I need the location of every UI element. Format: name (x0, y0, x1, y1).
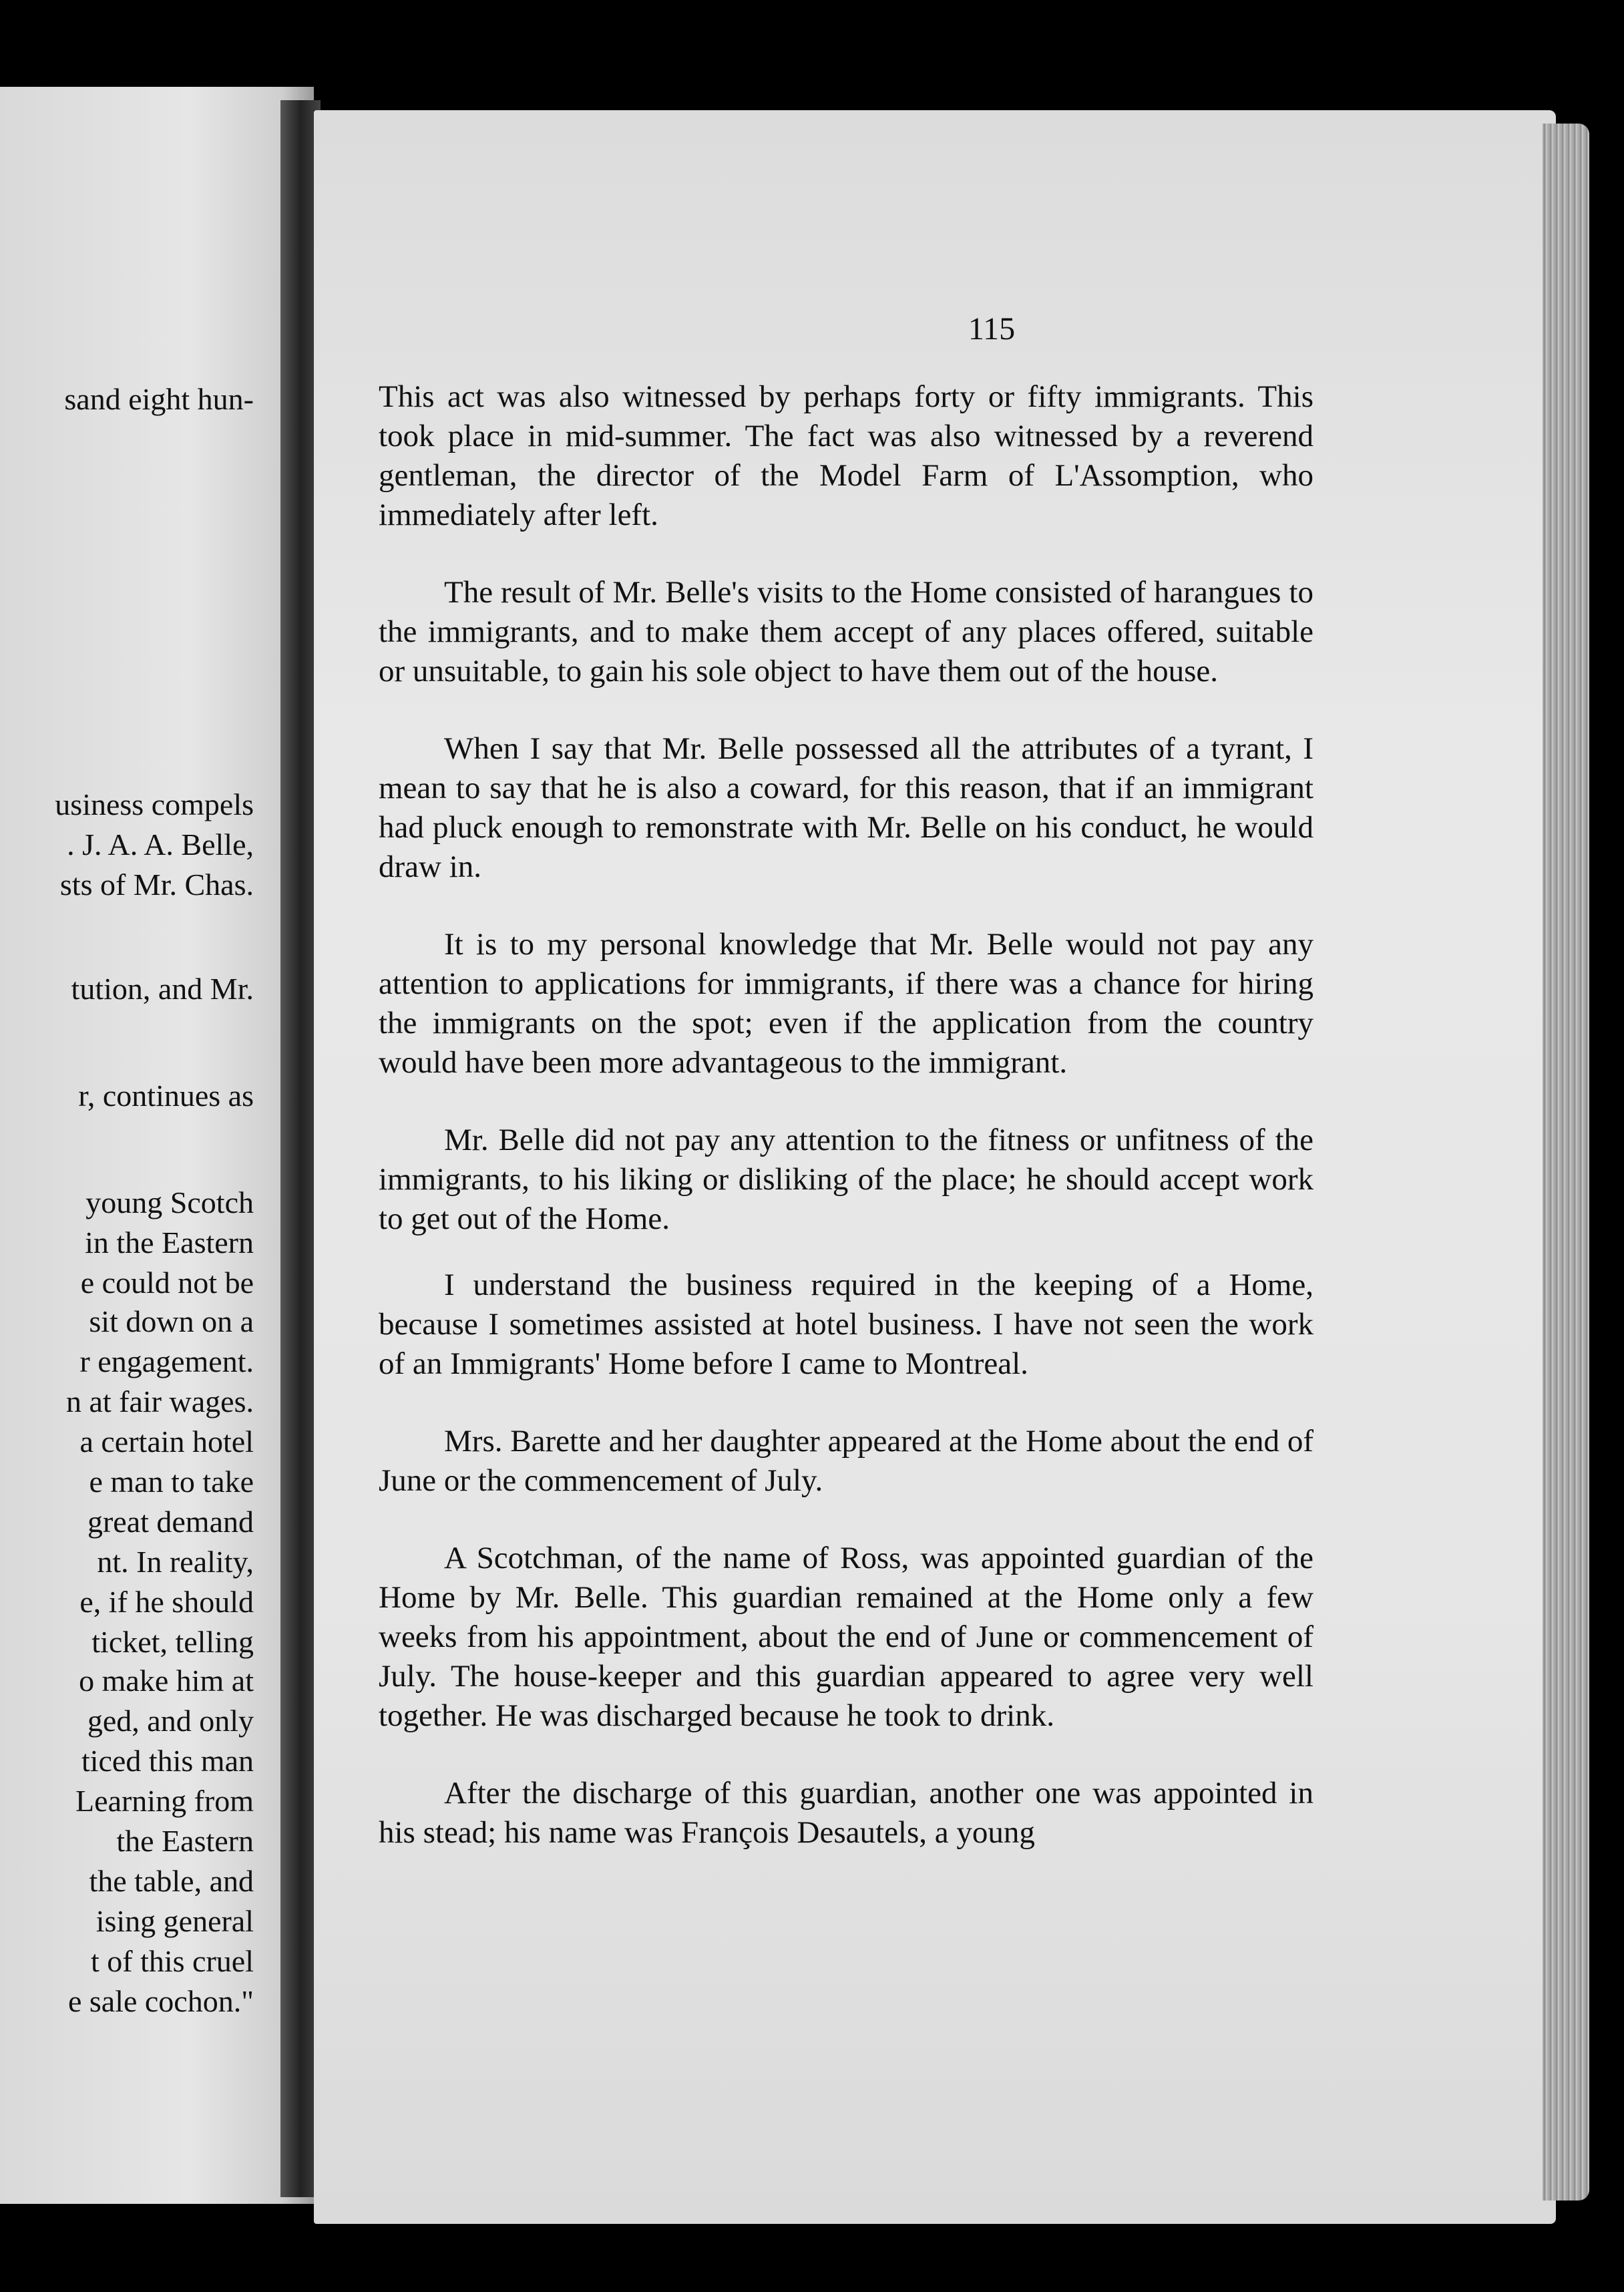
left-page-line: a certain hotel (79, 1424, 254, 1459)
left-page-line: e, if he should (79, 1585, 254, 1619)
left-page-line: nt. In reality, (97, 1545, 254, 1579)
left-page-line: Learning from (75, 1784, 254, 1818)
left-page-line: ising general (95, 1904, 254, 1938)
left-page-line: usiness compels (55, 787, 254, 821)
left-page-line: great demand (87, 1505, 254, 1539)
left-page-line: tution, and Mr. (71, 972, 254, 1006)
body-text (379, 377, 1313, 1891)
page-number: 115 (968, 311, 1016, 347)
scan-border (0, 2224, 1624, 2292)
left-page-line: e could not be (80, 1266, 254, 1300)
right-page (314, 110, 1556, 2224)
left-page-line: sts of Mr. Chas. (59, 868, 254, 902)
left-page-line: ticket, telling (91, 1625, 254, 1659)
left-page-line: sit down on a (89, 1304, 254, 1338)
paragraph: When I say that Mr. Belle possessed all the attributes of a tyrant, I mean to say that he is also a coward, for this reason, that if an immigrant had pluck enough to remonstrate with Mr. Belle on his conduct, he would draw in. (379, 731, 1313, 884)
left-page-line: ticed this man (81, 1744, 254, 1778)
left-page-line: o make him at (79, 1664, 254, 1698)
left-page-line: e man to take (89, 1465, 254, 1499)
left-page-line: sand eight hun- (64, 382, 254, 416)
left-page-line: in the Eastern (85, 1225, 254, 1260)
paragraph: This act was also witnessed by perhaps forty or fifty immigrants. This took place in mid-summer. The fact was also witnessed by a reverend gentleman, the director of the Model Farm of L'Assomption, who immediately after left. (379, 379, 1313, 532)
left-page-line: e sale cochon." (67, 1984, 254, 2018)
left-page-line: ged, and only (87, 1704, 254, 1738)
left-page-line: the table, and (89, 1864, 254, 1898)
paragraph: I understand the business required in the keeping of a Home, because I sometimes assisted at hotel business. I have not seen the work of an Immigrants' Home before I came to Montreal. (379, 1268, 1313, 1381)
left-page-line: r, continues as (78, 1079, 254, 1113)
left-page-line: t of this cruel (91, 1944, 254, 1978)
paragraph: After the discharge of this guardian, another one was appointed in his stead; his name was François Desautels, a young (379, 1776, 1313, 1850)
page-edges (1543, 124, 1589, 2201)
paragraph: Mr. Belle did not pay any attention to the fitness or unfitness of the immigrants, to his liking or disliking of the place; he should accept work to get out of the Home. (379, 1123, 1313, 1236)
left-page-line: r engagement. (79, 1344, 254, 1378)
left-page (0, 87, 314, 2204)
paragraph: A Scotchman, of the name of Ross, was appointed guardian of the Home by Mr. Belle. This guardian remained at the Home only a few weeks from his appointment, about the end of June or commencement of July. The house-keeper and this guardian appeared to agree very well together. He was discharged because he took to drink. (379, 1541, 1313, 1733)
paragraph: The result of Mr. Belle's visits to the Home consisted of harangues to the immigrants, and to make them accept of any places offered, suitable or unsuitable, to gain his sole object to have them out of the house. (379, 575, 1313, 689)
left-page-line: the Eastern (116, 1824, 254, 1858)
paragraph: It is to my personal knowledge that Mr. Belle would not pay any attention to applications for immigrants, if there was a chance for hiring the immigrants on the spot; even if the application from the country would have been more advantageous to the immigrant. (379, 927, 1313, 1080)
left-page-line: . J. A. A. Belle, (67, 827, 254, 862)
left-page-line: n at fair wages. (66, 1384, 254, 1418)
paragraph: Mrs. Barette and her daughter appeared at the Home about the end of June or the commencement of July. (379, 1424, 1313, 1498)
left-page-line: young Scotch (85, 1185, 254, 1219)
